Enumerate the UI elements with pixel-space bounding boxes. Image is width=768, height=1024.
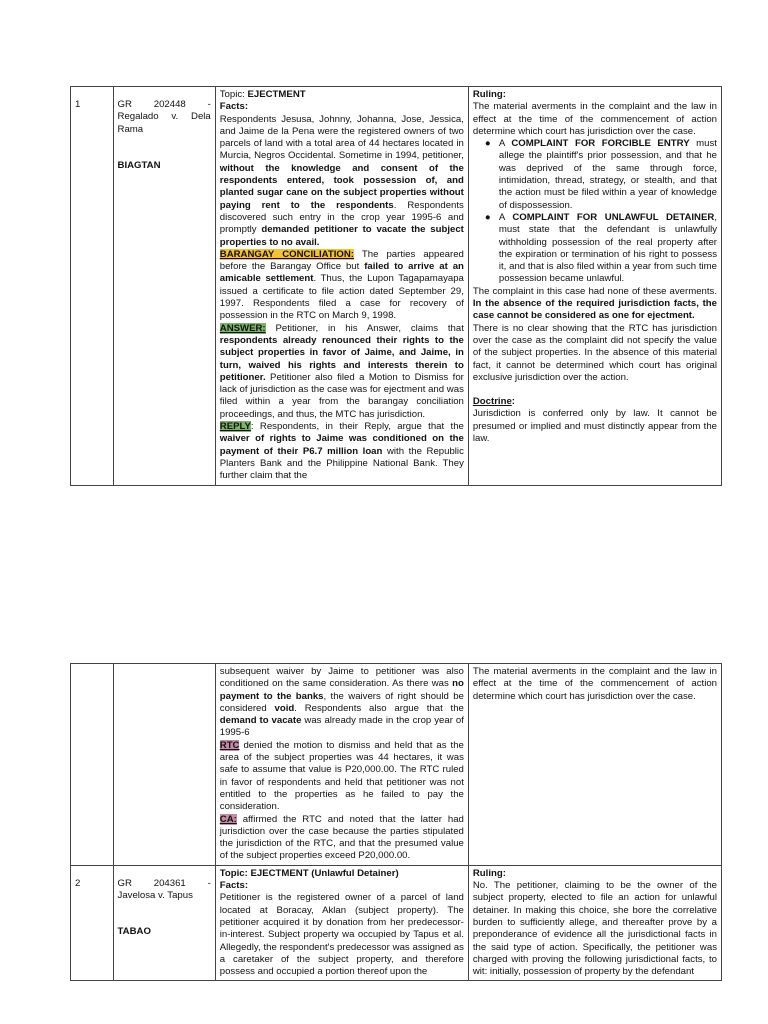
list-item: ● A COMPLAINT FOR UNLAWFUL DETAINER, must state that the defendant is unlawfully withholding possession of the real property after the expiration or termination of his right to possess it, and that is also filed within a year from such time possession became unlawful. (484, 211, 717, 285)
ruling-paragraph: The material averments in the complaint and the law in effect at the time of the commencement of action determine which court has jurisdiction over the case. (472, 101, 717, 137)
case-title: GR 204361 - Javelosa v. Tapus (117, 877, 211, 902)
case-number-cell (71, 664, 114, 866)
case-number-cell (71, 87, 114, 486)
facts-paragraph: Petitioner is the registered owner of a parcel of land located at Boracay, Aklan (subject property). The petitioner acquired it by donation from her predecessor-in-interest. Subject property wa occupied by Tapus et al. Allegedly, the respondent's predecessor was assigned as a caretaker of the subject property, and therefore possess and occupied a portion thereof upon the (219, 892, 464, 978)
case-digest-table-page-1 (70, 86, 722, 486)
doctrine-line: Doctrine: (472, 396, 515, 408)
facts-paragraph: subsequent waiver by Jaime to petitioner was also conditioned on the same consideration. As there was no payment to the banks, the waivers of right should be considered void. Respondents also argue that the demand to vacate was already made in the crop year of 1995-6 (219, 666, 464, 739)
barangay-paragraph: BARANGAY CONCILIATION: The parties appeared before the Barangay Office but failed to arrive at an amicable settlement. Thus, the Lupon Tagapamayapa issued a certificate to file action dated September 29, 1997. Respondents filed a case for recovery of possession in the RTC on March 9, 1998. (219, 248, 464, 322)
table-row (71, 87, 722, 486)
topic-line: Topic: EJECTMENT (Unlawful Detainer) (219, 867, 399, 879)
topic-value: EJECTMENT (247, 89, 306, 100)
list-item: ● A COMPLAINT FOR FORCIBLE ENTRY must allege the plaintiff's prior possession, and that he was deprived of the same through force, intimidation, thread, strategy, or stealth, and that the action must be filed within a year of knowledge of dispossession. (484, 138, 717, 211)
case-title-cell (113, 865, 215, 981)
barangay-label: BARANGAY CONCILIATION: (219, 248, 354, 260)
facts-cell (215, 664, 468, 866)
facts-label: Facts: (219, 880, 249, 892)
rtc-label: RTC (219, 739, 240, 751)
topic-line: Topic: EJECTMENT (219, 89, 306, 100)
facts-paragraph: Respondents Jesusa, Johnny, Johanna, Jose, Jessica, and Jaime de la Pena were the registered owners of two parcels of land with a total area of 44 hectares located in Murcia, Negros Occidental. Sometime in 1994, petitioner, without the knowledge and consent of the respondents entered, took possession of, and planted sugar cane on the subject properties without paying rent to the respondents. Respondents discovered such entry in the crop year 1995-6 and promptly demanded petitioner to vacate the subject properties to no avail. (219, 113, 464, 248)
bullet-icon: ● (484, 211, 491, 223)
ruling-bullet-list (473, 138, 717, 286)
case-title-cell (113, 664, 215, 866)
ruling-cell (468, 87, 721, 486)
case-number-cell (71, 865, 114, 981)
ruling-label: Ruling: (472, 89, 506, 100)
facts-label: Facts: (219, 101, 249, 113)
reply-paragraph: REPLY: Respondents, in their Reply, argue that the waiver of rights to Jaime was conditioned on the payment of their P6.7 million loan with the Republic Planters Bank and the Philippine National Bank. They further claim that the (219, 421, 464, 482)
bullet-icon: ● (484, 138, 491, 150)
case-number: 1 (75, 99, 81, 110)
rtc-paragraph: RTC denied the motion to dismiss and held that as the area of the subject properties was 44 hectares, it was safe to assume that value is P20,000.00. The RTC ruled in favor of respondents and held that petitioner was not entitled to the properties as he failed to pay the consideration. (219, 739, 464, 813)
ruling-cell (468, 865, 721, 981)
answer-label: ANSWER: (219, 322, 266, 334)
ruling-paragraph: No. The petitioner, claiming to be the owner of the subject property, elected to file an action for unlawful detainer. In making this choice, she bore the correlative burden to sufficiently allege, and thereafter prove by a preponderance of evidence all the jurisdictional facts in the said type of action. Specifically, the petitioner was charged with proving the following jurisdictional facts, to wit: initially, possession of property by the defendant (472, 880, 717, 978)
facts-cell (215, 865, 468, 981)
reporter-name: TABAO (117, 926, 151, 938)
ruling-paragraph: The complaint in this case had none of these averments. In the absence of the required jurisdiction facts, the case cannot be considered as one for ejectment. (472, 285, 717, 322)
reporter-name: BIAGTAN (117, 159, 161, 171)
ruling-paragraph: There is no clear showing that the RTC has jurisdiction over the case as the complaint did not specify the value of the subject properties. In the absence of this material fact, it cannot be determined which court has original exclusive jurisdiction over the action. (472, 322, 717, 383)
doctrine-paragraph: Jurisdiction is conferred only by law. It cannot be presumed or implied and must distinctly appear from the law. (472, 408, 717, 445)
facts-cell (215, 87, 468, 486)
doctrine-label: Doctrine (472, 396, 512, 408)
case-number: 2 (75, 877, 81, 889)
case-title: GR 202448 - Regalado v. Dela Rama (117, 99, 211, 135)
case-title-cell (113, 87, 215, 486)
ruling-paragraph: The material averments in the complaint and the law in effect at the time of the commencement of action determine which court has jurisdiction over the case. (472, 666, 717, 702)
ruling-cell (468, 664, 721, 866)
table-row (71, 865, 722, 981)
ca-paragraph: CA: affirmed the RTC and noted that the latter had jurisdiction over the case because the parties stipulated the jurisdiction of the RTC, and that the presumed value of the subject properties exceed P20,000.00. (219, 813, 464, 862)
ruling-label: Ruling: (472, 867, 506, 879)
reply-label: REPLY (219, 421, 251, 433)
table-row (71, 664, 722, 866)
case-digest-table-page-2 (70, 663, 722, 981)
ca-label: CA: (219, 813, 237, 825)
answer-paragraph: ANSWER: Petitioner, in his Answer, claims that respondents already renounced their rights to the subject properties in favor of Jaime, and Jaime, in turn, waived his rights and interests therein to petitioner. Petitioner also filed a Motion to Dismiss for lack of jurisdiction as the case was for ejectment and was filed within a year from the barangay conciliation proceedings, and thus, the MTC has jurisdiction. (219, 322, 464, 420)
